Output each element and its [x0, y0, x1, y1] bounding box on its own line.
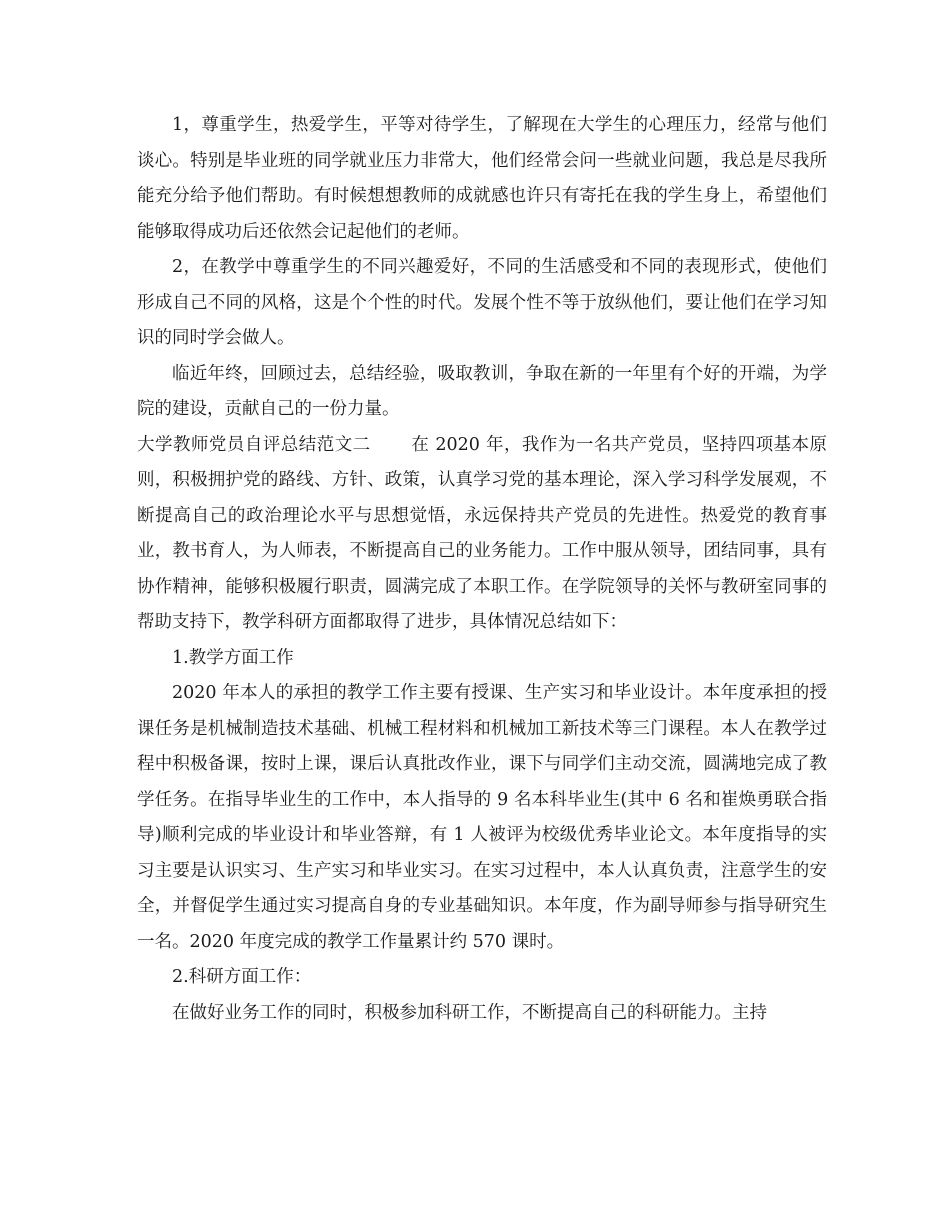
section-intro: 在 2020 年，我作为一名共产党员，坚持四项基本原则，积极拥护党的路线、方针、政策，认真学习党的基本理论，深入学习科学发展观，不断提高自己的政治理论水平与思想觉悟，永远保持共产党员的先进性。热爱党的教育事业，教书育人，为人师表，不断提高自己的业务能力。工作中服从领导，团结同事，具有协作精神，能够积极履行职责，圆满完成了本职工作。在学院领导的关怀与教研室同事的帮助支持下，教学科研方面都取得了进步，具体情况总结如下： — [137, 434, 828, 632]
heading-research: 2.科研方面工作： — [172, 967, 312, 987]
paragraph-teaching: 2020 年本人的承担的教学工作主要有授课、生产实习和毕业设计。本年度承担的授课任务是机械制造技术基础、机械工程材料和机械加工新技术等三门课程。本人在教学过程中积极备课，按时上课，课后认真批改作业，课下与同学们主动交流，圆满地完成了教学任务。在指导毕业生的工作中，本人指导的 9 名本科毕业生(其中 6 名和崔焕勇联合指导)顺利完成的毕业设计和毕业答辩，有 1 人被评为校级优秀毕业论文。本年度指导的实习主要是认识实习、生产实习和毕业实习。在实习过程中，本人认真负责，注意学生的安全，并督促学生通过实习提高自身的专业基础知识。本年度，作为副导师参与指导研究生一名。2020 年度完成的教学工作量累计约 570 课时。 — [137, 683, 827, 952]
document-body — [137, 108, 827, 1031]
paragraph-respect-students: 1，尊重学生，热爱学生，平等对待学生，了解现在大学生的心理压力，经常与他们谈心。特别是毕业班的同学就业压力非常大，他们经常会问一些就业问题，我总是尽我所能充分给予他们帮助。有时候想想教师的成就感也许只有寄托在我的学生身上，希望他们能够取得成功后还依然会记起他们的老师。 — [137, 115, 827, 242]
section-two-paragraph — [137, 428, 827, 641]
heading-teaching: 1.教学方面工作 — [172, 647, 294, 668]
section-title: 大学教师党员自评总结范文二 — [137, 434, 371, 455]
paragraph-research: 在做好业务工作的同时，积极参加科研工作，不断提高自己的科研能力。主持 — [172, 1002, 767, 1023]
paragraph-year-end: 临近年终，回顾过去，总结经验，吸取教训，争取在新的一年里有个好的开端，为学院的建设，贡献自己的一份力量。 — [137, 363, 827, 419]
paragraph-individual-styles: 2，在教学中尊重学生的不同兴趣爱好，不同的生活感受和不同的表现形式，使他们形成自己不同的风格，这是个个性的时代。发展个性不等于放纵他们，要让他们在学习知识的同时学会做人。 — [137, 257, 827, 348]
